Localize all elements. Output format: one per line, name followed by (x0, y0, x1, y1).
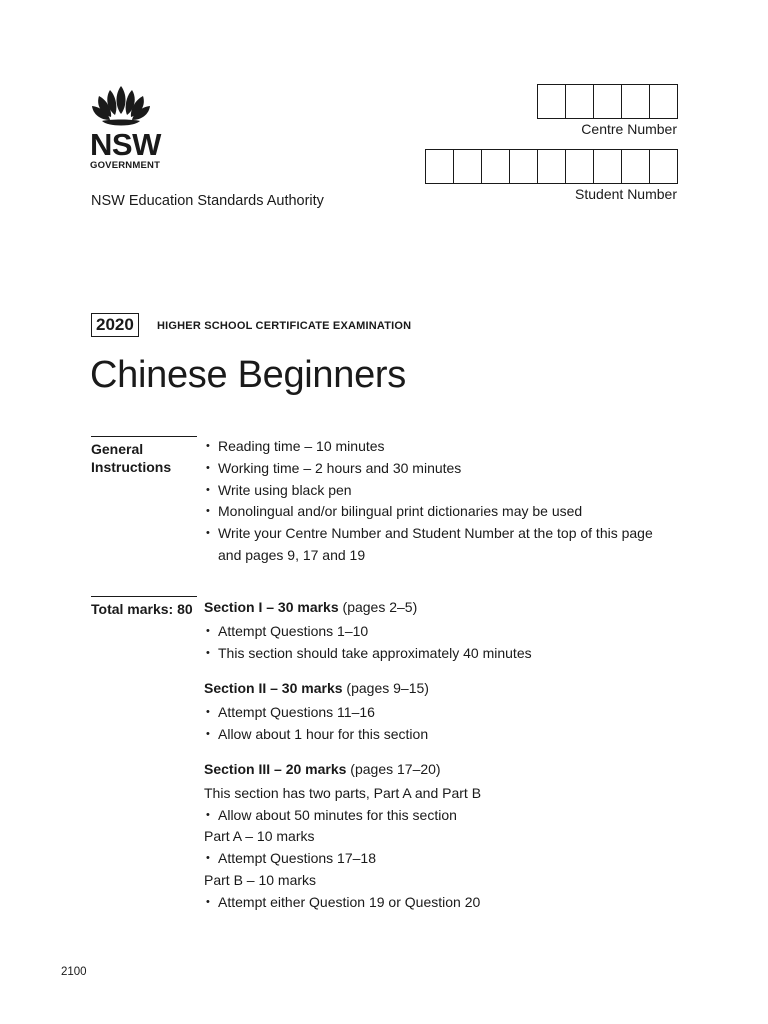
general-instructions-heading: General Instructions (91, 436, 197, 476)
list-item: • Monolingual and/or bilingual print dictionaries may be used (204, 501, 664, 523)
total-marks-heading: Total marks: 80 (91, 596, 197, 618)
number-box[interactable] (622, 150, 650, 183)
part-b-heading: Part B – 10 marks (204, 871, 317, 888)
logo-wordmark: NSW (90, 127, 161, 162)
section-pages: (pages 17–20) (350, 761, 441, 777)
list-item: • Reading time – 10 minutes (204, 436, 664, 458)
exam-type: HIGHER SCHOOL CERTIFICATE EXAMINATION (157, 320, 412, 332)
number-box[interactable] (426, 150, 454, 183)
section-pages: (pages 2–5) (342, 599, 418, 615)
exam-year: 2020 (91, 313, 139, 337)
nsw-government-logo (90, 84, 180, 171)
number-box[interactable] (482, 150, 510, 183)
list-item: • Attempt Questions 17–18 (204, 848, 684, 870)
section-list (204, 805, 684, 827)
authority-name: NSW Education Standards Authority (91, 193, 324, 209)
section-intro: This section has two parts, Part A and Part B (204, 784, 482, 801)
number-box[interactable] (566, 150, 594, 183)
section-list (204, 892, 684, 914)
section-1 (204, 597, 684, 664)
number-box[interactable] (538, 150, 566, 183)
section-name: Section III – 20 marks (204, 761, 347, 777)
part-a-heading: Part A – 10 marks (204, 828, 315, 845)
section-2 (204, 678, 684, 745)
list-item: • This section should take approximately 40 minutes (204, 643, 684, 665)
number-box[interactable] (594, 85, 622, 118)
list-item: • Working time – 2 hours and 30 minutes (204, 458, 664, 480)
paper-code: 2100 (61, 966, 87, 978)
student-number-boxes[interactable] (425, 149, 678, 184)
section-name: Section II – 30 marks (204, 680, 343, 696)
student-number-label: Student Number (575, 186, 677, 202)
centre-number-label: Centre Number (581, 121, 677, 137)
subject-title: Chinese Beginners (90, 354, 406, 396)
number-box[interactable] (510, 150, 538, 183)
section-title (204, 597, 684, 619)
list-item: • Write your Centre Number and Student Number at the top of this page and pages 9, 17 and 19 (204, 523, 664, 567)
list-item: • Attempt Questions 1–10 (204, 621, 684, 643)
section-list (204, 702, 684, 746)
number-box[interactable] (622, 85, 650, 118)
list-item: • Write using black pen (204, 480, 664, 502)
section-pages: (pages 9–15) (346, 680, 429, 696)
section-title (204, 678, 684, 700)
logo-subtitle: GOVERNMENT (90, 160, 161, 171)
number-box[interactable] (650, 150, 677, 183)
number-box[interactable] (538, 85, 566, 118)
waratah-icon (90, 84, 152, 128)
list-item: • Allow about 1 hour for this section (204, 724, 684, 746)
general-instructions-list (204, 436, 664, 567)
section-list (204, 621, 684, 665)
number-box[interactable] (566, 85, 594, 118)
number-box[interactable] (454, 150, 482, 183)
section-list (204, 848, 684, 870)
section-3 (204, 759, 684, 914)
section-name: Section I – 30 marks (204, 599, 339, 615)
number-box[interactable] (650, 85, 677, 118)
list-item: • Attempt Questions 11–16 (204, 702, 684, 724)
section-title (204, 759, 684, 781)
list-item: • Attempt either Question 19 or Question 20 (204, 892, 684, 914)
number-box[interactable] (594, 150, 622, 183)
list-item: • Allow about 50 minutes for this section (204, 805, 684, 827)
centre-number-boxes[interactable] (537, 84, 678, 119)
